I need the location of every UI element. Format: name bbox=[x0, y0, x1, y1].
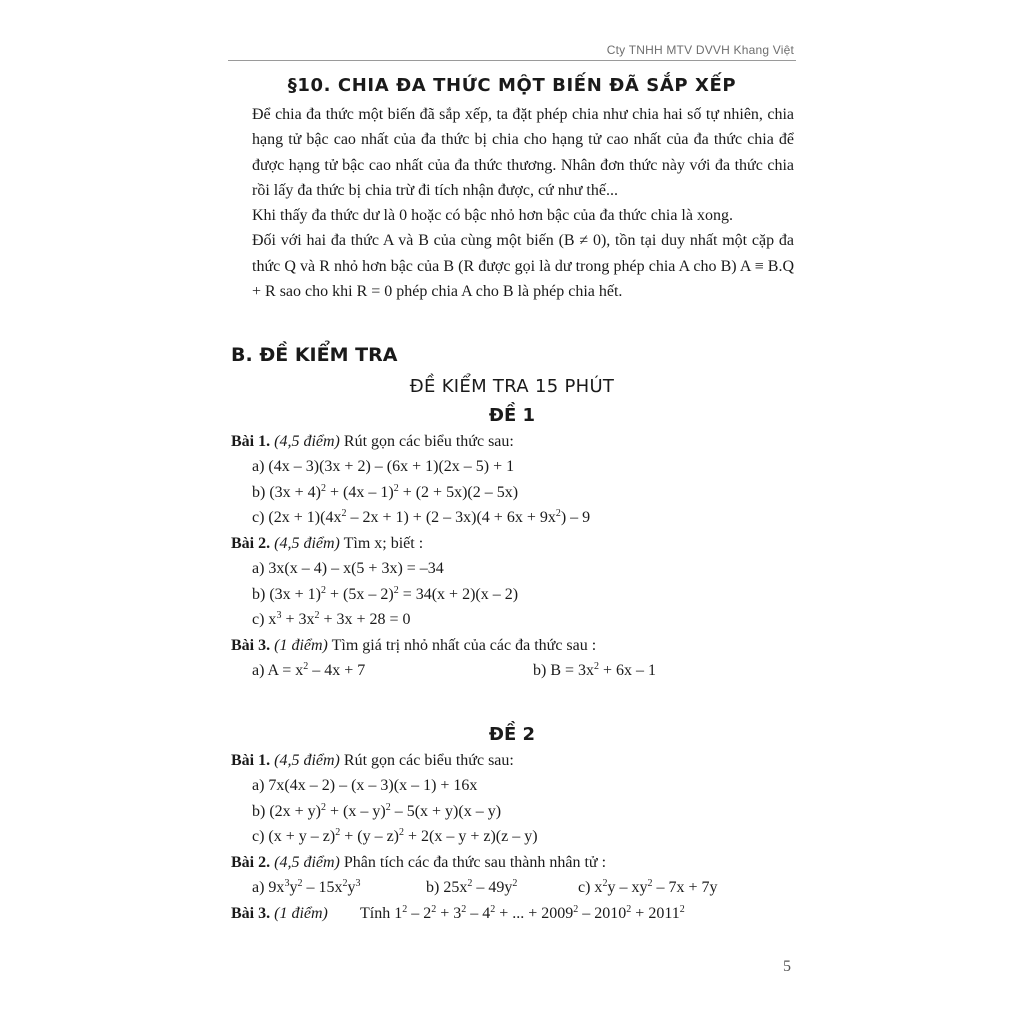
de2-bai1-text: Rút gọn các biểu thức sau: bbox=[343, 752, 514, 769]
de2-bai2-text: Phân tích các đa thức sau thành nhân tử : bbox=[343, 854, 607, 871]
de1-bai1-a: a) (4x – 3)(3x + 2) – (6x + 1)(2x – 5) + 1 bbox=[252, 458, 515, 475]
section-title: §10. CHIA ĐA THỨC MỘT BIẾN ĐÃ SẮP XẾP bbox=[287, 75, 737, 96]
de2-bai1 bbox=[231, 752, 514, 770]
de1-bai2-c: c) $x^3 + 3x^2 + 3x + 28 = 0$ bbox=[252, 610, 411, 628]
de2-bai3 bbox=[231, 905, 328, 923]
de1-bai1-label: Bài 1. bbox=[231, 433, 271, 450]
de2-title: ĐỀ 2 bbox=[488, 724, 536, 745]
publisher-header: Cty TNHH MTV DVVH Khang Việt bbox=[606, 43, 794, 57]
header-rule bbox=[228, 60, 796, 61]
intro-paragraph-2: Khi thấy đa thức dư là 0 hoặc có bậc nhỏ hơn bậc của đa thức chia là xong. bbox=[252, 207, 733, 225]
de1-bai2-text: Tìm x; biết : bbox=[343, 535, 424, 552]
de1-bai2-label: Bài 2. bbox=[231, 535, 271, 552]
de1-bai1-points: (4,5 điểm) bbox=[274, 433, 340, 450]
part-b-title: B. ĐỀ KIỂM TRA bbox=[231, 344, 398, 366]
de2-bai2-points: (4,5 điểm) bbox=[274, 854, 340, 871]
de2-bai2-label: Bài 2. bbox=[231, 854, 271, 871]
de1-bai3-text: Tìm giá trị nhỏ nhất của các đa thức sau : bbox=[331, 637, 597, 654]
intro-paragraph-1: Để chia đa thức một biến đã sắp xếp, ta đặt phép chia như chia hai số tự nhiên, chia hạng tử bậc cao nhất của đa thức bị chia cho hạng tử cao nhất của đa thức chia để được hạng tử bậc cao nhất của đa thức thương. Nhân đơn thức này với đa thức chia rồi lấy đa thức bị chia trừ đi tích nhận được, cứ như thế... bbox=[252, 106, 794, 199]
de1-bai1-text: Rút gọn các biểu thức sau: bbox=[343, 433, 514, 450]
de1-bai1-c: c) $(2x + 1)(4x^2 - 2x + 1) + (2 - 3x)(4 + 6x + 9x^2) - 9$ bbox=[252, 508, 591, 526]
de2-bai1-b: b) $(2x + y)^2 + (x - y)^2 - 5(x + y)(x - y)$ bbox=[252, 802, 502, 820]
de2-bai1-a: a) 7x(4x – 2) – (x – 3)(x – 1) + 16x bbox=[252, 777, 478, 794]
page-number: 5 bbox=[783, 958, 791, 975]
de1-bai3-a: a) $A = x^2 - 4x + 7$ bbox=[252, 661, 366, 679]
intro-text bbox=[252, 102, 794, 304]
de2-bai1-points: (4,5 điểm) bbox=[274, 752, 340, 769]
de1-bai1 bbox=[231, 433, 514, 451]
de2-bai3-points: (1 điểm) bbox=[274, 905, 328, 922]
de1-bai2-a: a) 3x(x – 4) – x(5 + 3x) = –34 bbox=[252, 560, 444, 577]
de2-bai3-expression: Tính $1^2 - 2^2 + 3^2 - 4^2$ + ... + $2009^2 - 2010^2 + 2011^2$ bbox=[360, 904, 685, 922]
de2-bai2-b: b) $25x^2 - 49y^2$ bbox=[426, 878, 518, 896]
de1-title: ĐỀ 1 bbox=[488, 405, 536, 426]
de2-bai1-label: Bài 1. bbox=[231, 752, 271, 769]
de2-bai2 bbox=[231, 854, 606, 872]
test-title: ĐỀ KIỂM TRA 15 PHÚT bbox=[409, 376, 615, 397]
de1-bai3-b: b) $B = 3x^2 + 6x - 1$ bbox=[533, 661, 657, 679]
intro-paragraph-3: Đối với hai đa thức A và B của cùng một biến (B ≠ 0), tồn tại duy nhất một cặp đa thức Q và R nhỏ hơn bậc của B (R được gọi là dư trong phép chia A cho B) A ≡ B.Q + R sao cho khi R = 0 phép chia A cho B là phép chia hết. bbox=[252, 232, 794, 301]
de1-bai3-label: Bài 3. bbox=[231, 637, 271, 654]
de1-bai2-points: (4,5 điểm) bbox=[274, 535, 340, 552]
de2-bai2-a: a) $9x^3y^2 - 15x^2y^3$ bbox=[252, 878, 361, 896]
de2-bai1-c: c) $(x + y - z)^2 + (y - z)^2 + 2(x - y + z)(z - y)$ bbox=[252, 827, 538, 845]
de2-bai3-text: Tính bbox=[360, 905, 391, 922]
de2-bai2-c: c) $x^2y - xy^2 - 7x + 7y$ bbox=[578, 878, 718, 896]
de1-bai3-points: (1 điểm) bbox=[274, 637, 328, 654]
de1-bai1-b: b) $(3x + 4)^2 + (4x - 1)^2 + (2 + 5x)(2 - 5x)$ bbox=[252, 483, 519, 501]
de1-bai2-b: b) $(3x + 1)^2 + (5x - 2)^2 = 34(x + 2)(x - 2)$ bbox=[252, 585, 519, 603]
de2-bai3-label: Bài 3. bbox=[231, 905, 271, 922]
de1-bai3 bbox=[231, 637, 596, 655]
de1-bai2 bbox=[231, 535, 423, 553]
